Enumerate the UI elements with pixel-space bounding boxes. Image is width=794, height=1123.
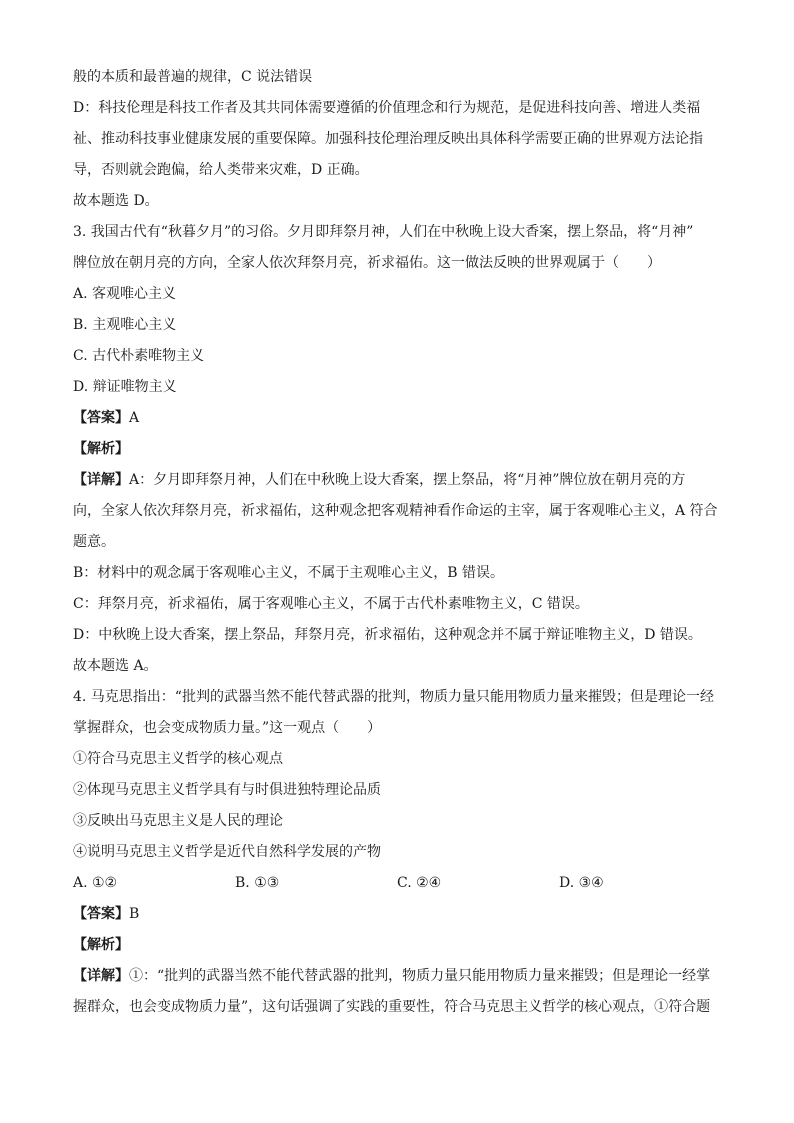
detail-line [73,465,733,496]
statement-4: ④说明马克思主义哲学是近代自然科学发展的产物 [73,844,381,860]
detail-line: D：中秋晚上设大香案，摆上祭品，拜祭月亮，祈求福佑，这种观念并不属于辩证唯物主义，D 错误。 [73,627,702,643]
answer-line [73,403,733,434]
statement-2: ②体现马克思主义哲学具有与时俱进独特理论品质 [73,782,381,798]
detail-line: 题意。 [73,534,115,550]
detail-line: 握群众，也会变成物质力量”，这句话强调了实践的重要性，符合马克思主义哲学的核心观点，①符合题 [73,999,711,1015]
answer-line [73,899,733,930]
answer-tag: 【答案】 [73,906,129,922]
option-d: D. ③④ [559,875,604,891]
text-line: 导，否则就会跑偏，给人类带来灾难，D 正确。 [73,162,369,178]
analysis-label: 【解析】 [73,937,129,953]
question-4 [73,682,733,1023]
answer-value: B [129,906,140,922]
text-line: 故本题选 D。 [73,193,159,209]
statement-3: ③反映出马克思主义是人民的理论 [73,813,283,829]
question-stem: 牌位放在朝月亮的方向，全家人依次拜祭月亮，祈求福佑。这一做法反映的世界观属于（ ） [73,255,661,271]
detail-tag: 【详解】 [73,968,129,984]
text-line: D：科技伦理是科技工作者及其共同体需要遵循的价值理念和行为规范，是促进科技向善、增进人类福 [73,100,701,116]
detail-line: B：材料中的观念属于客观唯心主义，不属于主观唯心主义，B 错误。 [73,565,505,581]
option-b: B. ①③ [235,875,280,891]
option-a: A. ①② [73,875,118,891]
detail-tag: 【详解】 [73,472,129,488]
detail-line: 向，全家人依次拜祭月亮，祈求福佑，这种观念把客观精神看作命运的主宰，属于客观唯心主义，A 符合 [73,503,718,519]
options-row [73,868,733,899]
document-page [73,62,733,1023]
text-line: 般的本质和最普遍的规律，C 说法错误 [73,69,313,85]
question-stem: 4. 马克思指出：“批判的武器当然不能代替武器的批判，物质力量只能用物质力量来摧毁；但是理论一经 [73,689,714,705]
answer-value: A [129,410,140,426]
option-c: C. 古代朴素唯物主义 [73,348,205,364]
answer-tag: 【答案】 [73,410,129,426]
option-a: A. 客观唯心主义 [73,286,177,302]
detail-line: C：拜祭月亮，祈求福佑，属于客观唯心主义，不属于古代朴素唯物主义，C 错误。 [73,596,589,612]
question-stem: 3. 我国古代有“秋暮夕月”的习俗。夕月即拜祭月神，人们在中秋晚上设大香案，摆上祭品，将“月神” [73,224,694,240]
question-3 [73,217,733,682]
analysis-label: 【解析】 [73,441,129,457]
analysis-tag [73,434,733,465]
option-d: D. 辩证唯物主义 [73,379,177,395]
detail-text: ①：“批判的武器当然不能代替武器的批判，物质力量只能用物质力量来摧毁；但是理论一经掌 [129,968,711,984]
option-c: C. ②④ [397,875,442,891]
option-b: B. 主观唯心主义 [73,317,177,333]
statement-1: ①符合马克思主义哲学的核心观点 [73,751,283,767]
detail-line [73,961,733,992]
detail-text: A：夕月即拜祭月神，人们在中秋晚上设大香案，摆上祭品，将“月神”牌位放在朝月亮的方 [129,472,686,488]
question-stem: 掌握群众，也会变成物质力量。”这一观点（ ） [73,720,382,736]
detail-line: 故本题选 A。 [73,658,158,674]
text-line: 祉、推动科技事业健康发展的重要保障。加强科技伦理治理反映出具体科学需要正确的世界观方法论指 [73,131,703,147]
analysis-tag [73,930,733,961]
